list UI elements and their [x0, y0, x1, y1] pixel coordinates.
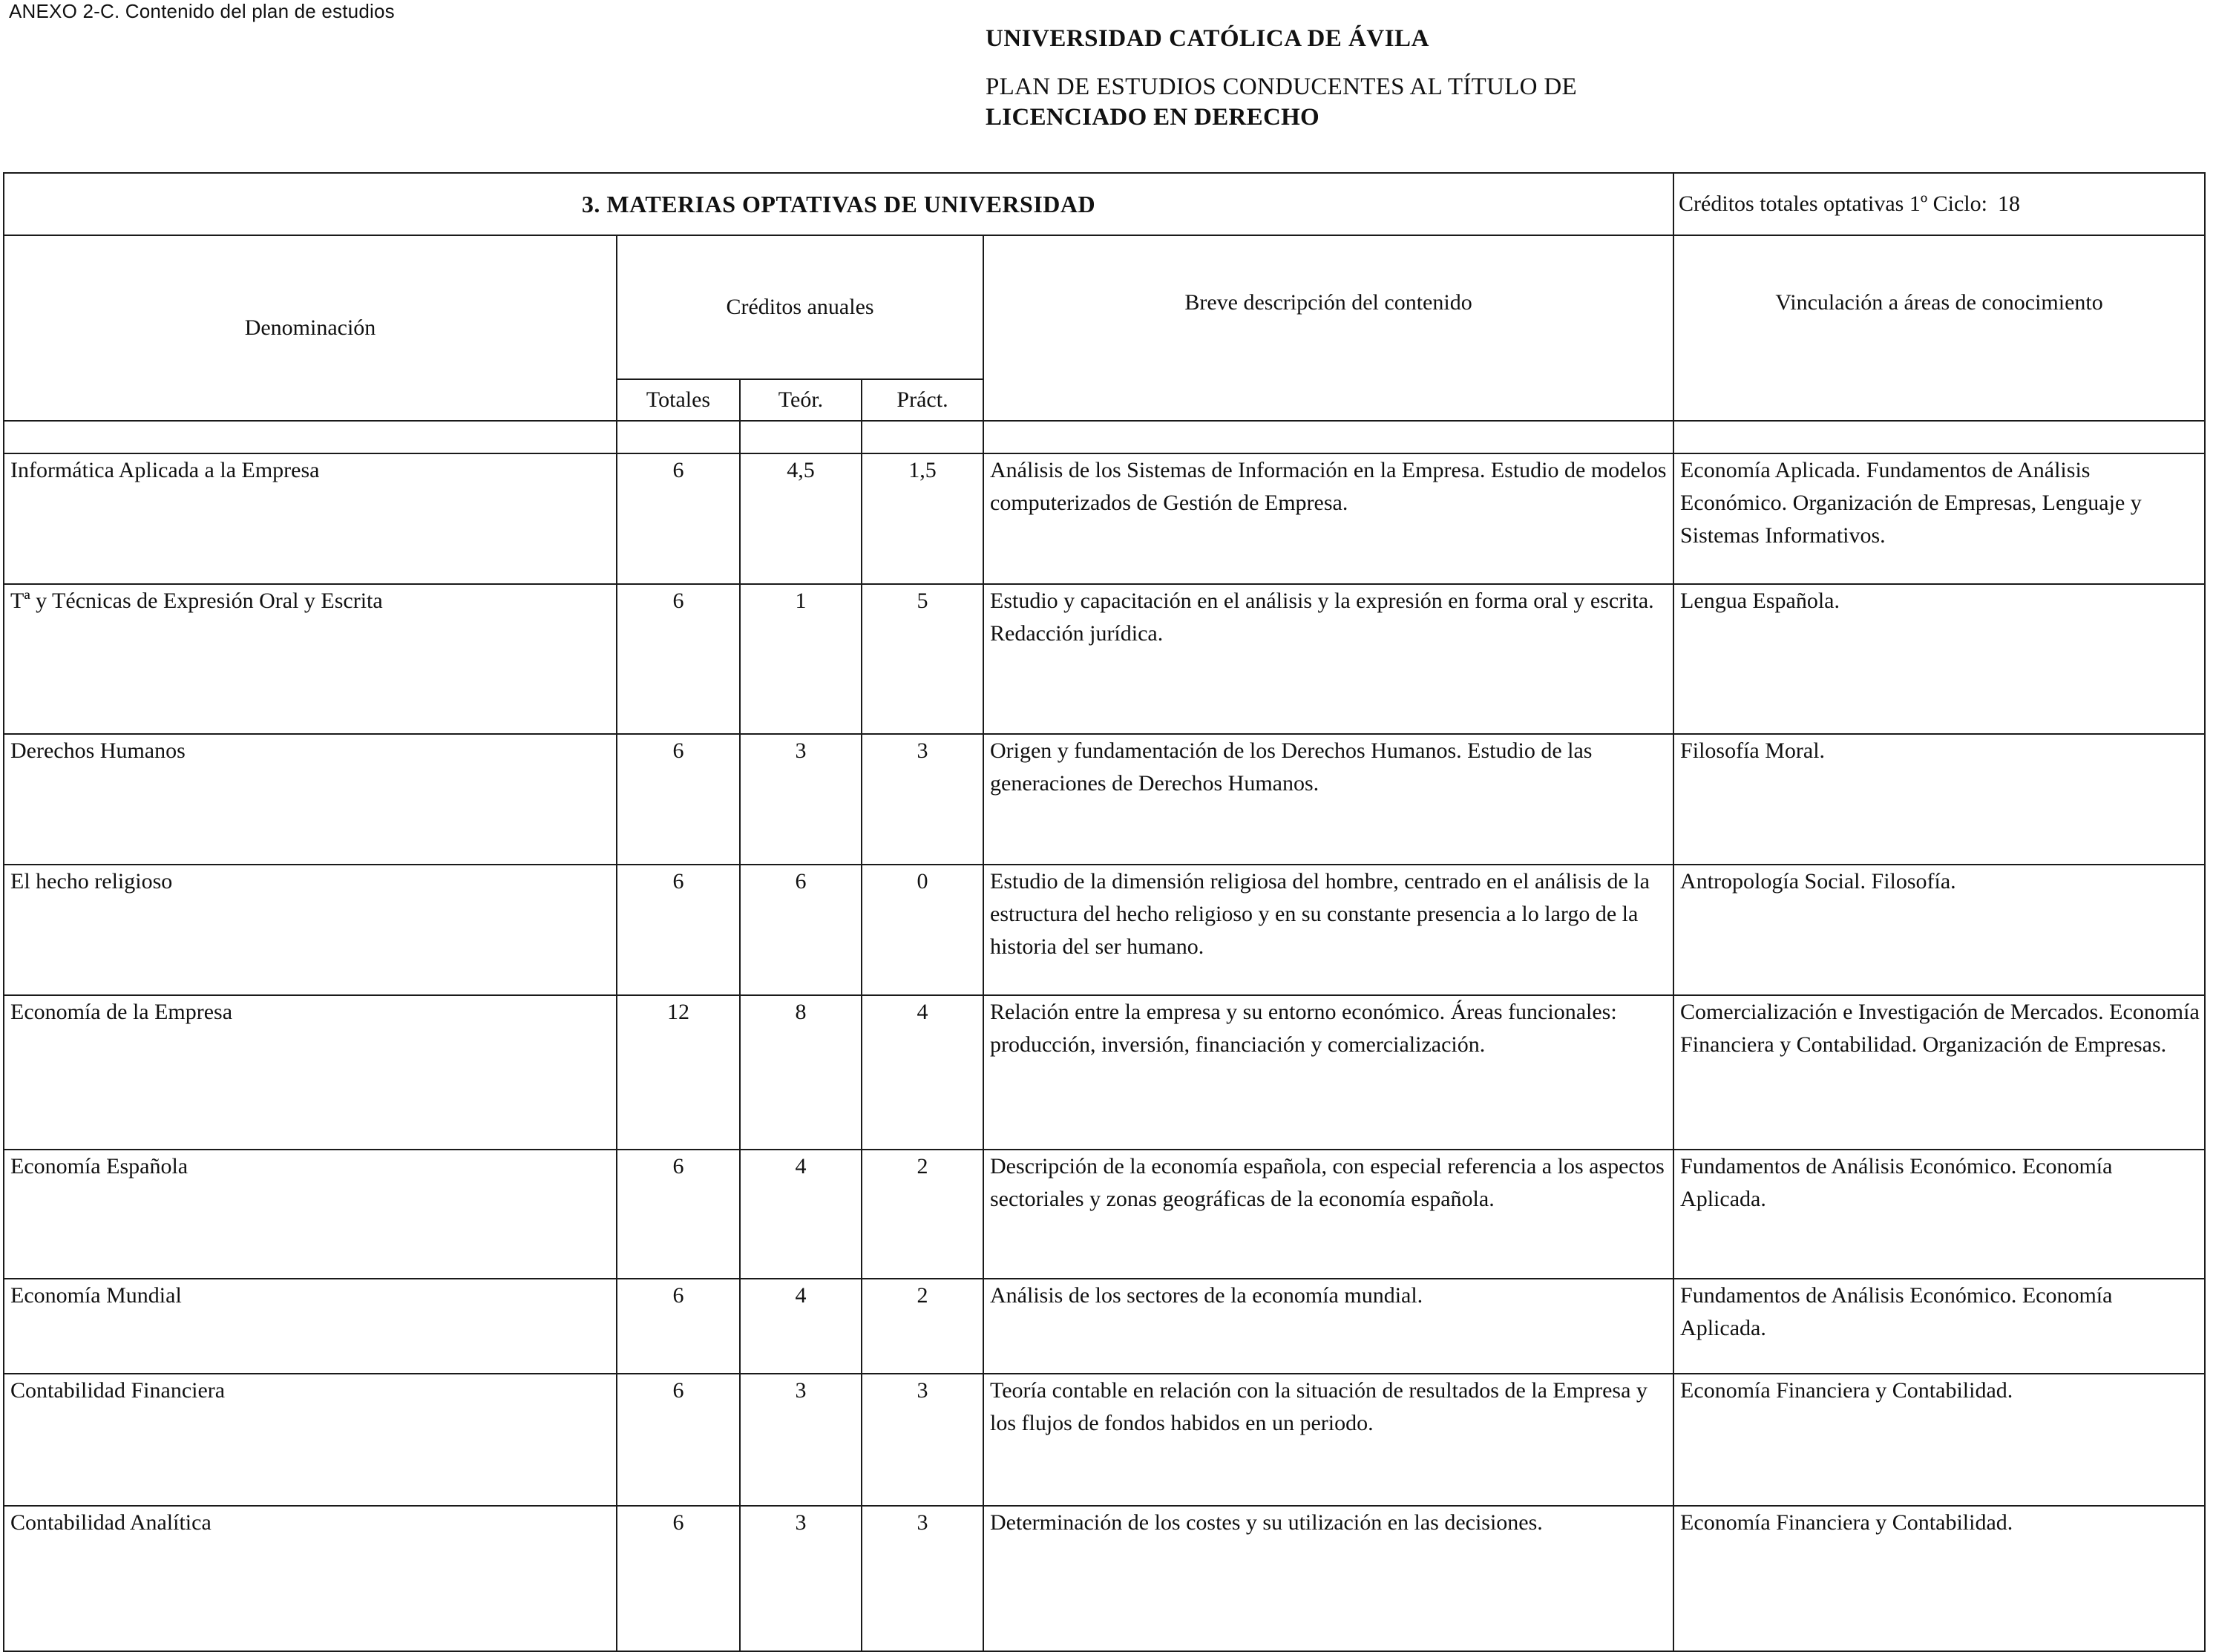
column-header-credits: Créditos anuales [617, 235, 983, 379]
credits-teor: 8 [740, 995, 862, 1150]
credits-pract: 0 [862, 865, 983, 995]
credits-totales: 6 [617, 453, 740, 584]
credits-pract: 1,5 [862, 453, 983, 584]
subject-description: Análisis de los sectores de la economía mundial. [983, 1279, 1673, 1374]
table-title-row [4, 173, 2205, 235]
credits-teor: 6 [740, 865, 862, 995]
credits-pract: 5 [862, 584, 983, 734]
credits-teor: 3 [740, 1374, 862, 1506]
university-name: UNIVERSIDAD CATÓLICA DE ÁVILA [986, 25, 1429, 52]
table-row [4, 995, 2205, 1150]
subject-description: Descripción de la economía española, con especial referencia a los aspectos sectoriales y zonas geográficas de la economía española. [983, 1150, 1673, 1279]
credits-teor: 4 [740, 1279, 862, 1374]
table-row [4, 1279, 2205, 1374]
table-row [4, 1150, 2205, 1279]
credits-teor: 1 [740, 584, 862, 734]
subject-name: Derechos Humanos [4, 734, 617, 865]
column-header-pract: Práct. [862, 379, 983, 421]
subject-name: Contabilidad Financiera [4, 1374, 617, 1506]
credits-pract: 3 [862, 1506, 983, 1651]
column-header-teor: Teór. [740, 379, 862, 421]
subject-name: Contabilidad Analítica [4, 1506, 617, 1651]
credits-totales: 6 [617, 1279, 740, 1374]
spacer-row [4, 421, 2205, 453]
table-title: 3. MATERIAS OPTATIVAS DE UNIVERSIDAD [4, 173, 1673, 235]
credits-teor: 4 [740, 1150, 862, 1279]
column-header-area: Vinculación a áreas de conocimiento [1673, 235, 2205, 421]
knowledge-area: Fundamentos de Análisis Económico. Economía Aplicada. [1673, 1279, 2205, 1374]
subject-description: Teoría contable en relación con la situación de resultados de la Empresa y los flujos de fondos habidos en un periodo. [983, 1374, 1673, 1506]
table-row [4, 1506, 2205, 1651]
knowledge-area: Economía Financiera y Contabilidad. [1673, 1506, 2205, 1651]
plan-line: PLAN DE ESTUDIOS CONDUCENTES AL TÍTULO DE [986, 73, 1577, 100]
table-row [4, 453, 2205, 584]
credits-totales: 6 [617, 865, 740, 995]
total-credits-value: 18 [1997, 191, 2020, 216]
knowledge-area: Lengua Española. [1673, 584, 2205, 734]
subject-name: Economía de la Empresa [4, 995, 617, 1150]
total-credits [1673, 173, 2205, 235]
optional-subjects-table [3, 172, 2206, 1652]
knowledge-area: Economía Aplicada. Fundamentos de Análisis Económico. Organización de Empresas, Lenguaje y Sistemas Informativos. [1673, 453, 2205, 584]
subject-description: Análisis de los Sistemas de Información en la Empresa. Estudio de modelos computerizados de Gestión de Empresa. [983, 453, 1673, 584]
table-row [4, 1374, 2205, 1506]
credits-teor: 3 [740, 1506, 862, 1651]
credits-totales: 6 [617, 734, 740, 865]
credits-pract: 3 [862, 734, 983, 865]
column-header-description: Breve descripción del contenido [983, 235, 1673, 421]
total-credits-label: Créditos totales optativas 1º Ciclo: [1679, 191, 1987, 216]
subject-name: Economía Española [4, 1150, 617, 1279]
column-header-totales: Totales [617, 379, 740, 421]
knowledge-area: Comercialización e Investigación de Mercados. Economía Financiera y Contabilidad. Organización de Empresas. [1673, 995, 2205, 1150]
credits-teor: 3 [740, 734, 862, 865]
subject-name: El hecho religioso [4, 865, 617, 995]
column-header-name: Denominación [4, 235, 617, 421]
credits-pract: 3 [862, 1374, 983, 1506]
credits-totales: 6 [617, 1506, 740, 1651]
subject-name: Economía Mundial [4, 1279, 617, 1374]
credits-totales: 6 [617, 1374, 740, 1506]
document-header [986, 25, 1577, 131]
credits-teor: 4,5 [740, 453, 862, 584]
subject-description: Estudio de la dimensión religiosa del hombre, centrado en el análisis de la estructura del hecho religioso y en su constante presencia a lo largo de la historia del ser humano. [983, 865, 1673, 995]
subject-description: Determinación de los costes y su utilización en las decisiones. [983, 1506, 1673, 1651]
table-row [4, 865, 2205, 995]
knowledge-area: Economía Financiera y Contabilidad. [1673, 1374, 2205, 1506]
subject-description: Estudio y capacitación en el análisis y la expresión en forma oral y escrita. Redacción jurídica. [983, 584, 1673, 734]
knowledge-area: Fundamentos de Análisis Económico. Economía Aplicada. [1673, 1150, 2205, 1279]
subject-description: Origen y fundamentación de los Derechos Humanos. Estudio de las generaciones de Derechos Humanos. [983, 734, 1673, 865]
column-header-row [4, 235, 2205, 379]
credits-totales: 12 [617, 995, 740, 1150]
credits-pract: 2 [862, 1150, 983, 1279]
subject-description: Relación entre la empresa y su entorno económico. Áreas funcionales: producción, inversión, financiación y comercialización. [983, 995, 1673, 1150]
credits-pract: 4 [862, 995, 983, 1150]
knowledge-area: Filosofía Moral. [1673, 734, 2205, 865]
credits-totales: 6 [617, 584, 740, 734]
degree-title: LICENCIADO EN DERECHO [986, 104, 1320, 131]
table-row [4, 734, 2205, 865]
table-row [4, 584, 2205, 734]
subject-name: Informática Aplicada a la Empresa [4, 453, 617, 584]
subject-name: Tª y Técnicas de Expresión Oral y Escrita [4, 584, 617, 734]
knowledge-area: Antropología Social. Filosofía. [1673, 865, 2205, 995]
annex-label: ANEXO 2-C. Contenido del plan de estudios [9, 0, 395, 22]
credits-pract: 2 [862, 1279, 983, 1374]
credits-totales: 6 [617, 1150, 740, 1279]
